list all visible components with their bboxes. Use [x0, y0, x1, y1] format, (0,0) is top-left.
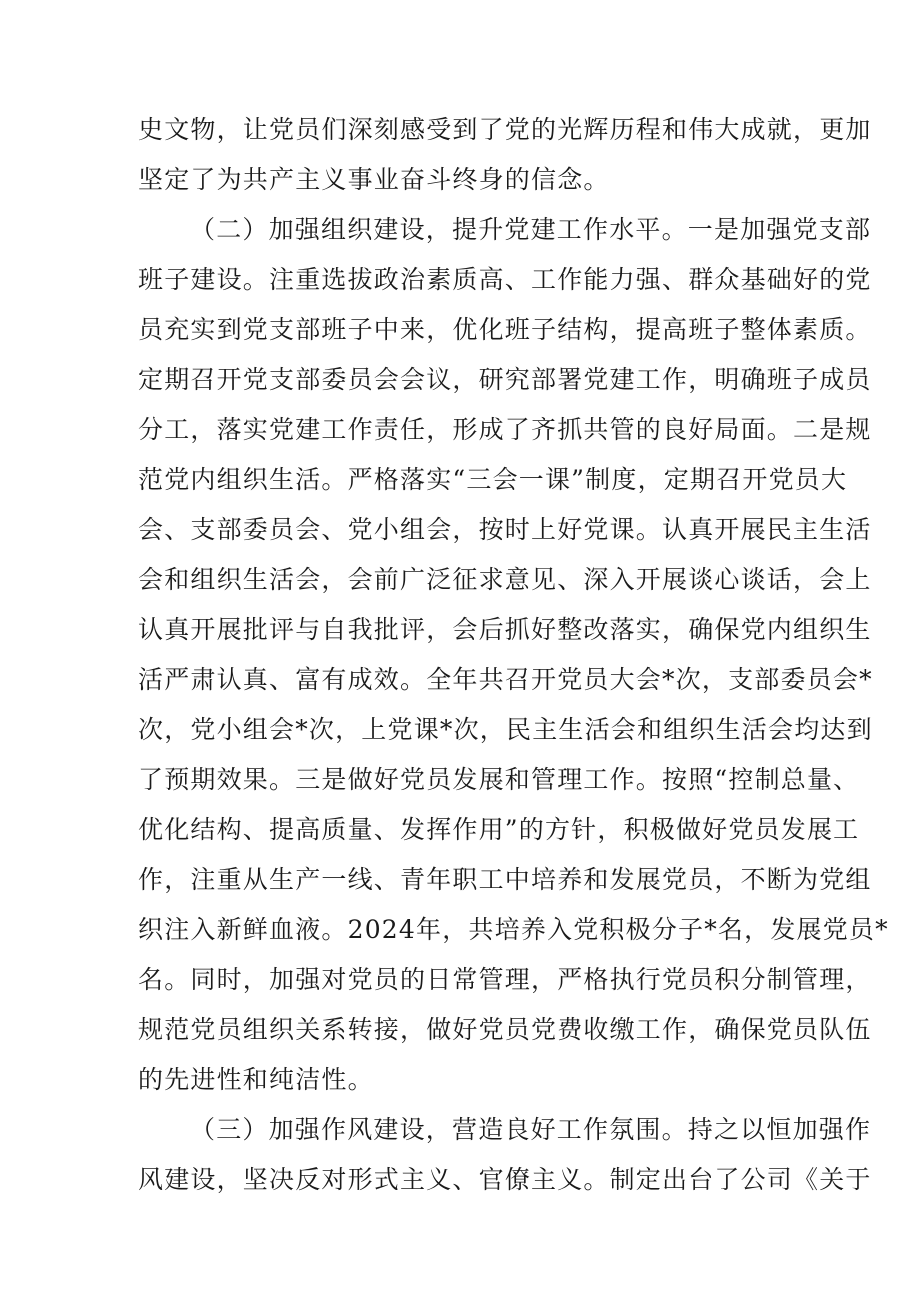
section-heading-line: （二）加强组织建设，提升党建工作水平。一是加强党支部	[190, 215, 872, 244]
paragraph-line: 次，党小组会*次，上党课*次，民主生活会和组织生活会均达到	[138, 715, 873, 744]
paragraph-line: 活严肃认真、富有成效。全年共召开党员大会*次，支部委员会*	[138, 665, 873, 694]
paragraph-line: 会和组织生活会，会前广泛征求意见、深入开展谈心谈话，会上	[138, 565, 872, 594]
paragraph-line: 范党内组织生活。严格落实“三会一课”制度，定期召开党员大	[138, 465, 848, 494]
paragraph-line: 认真开展批评与自我批评，会后抓好整改落实，确保党内组织生	[138, 615, 872, 644]
paragraph-line: 织注入新鲜血液。2024年，共培养入党积极分子*名，发展党员*	[138, 915, 889, 944]
section-heading-line: （三）加强作风建设，营造良好工作氛围。持之以恒加强作	[190, 1115, 872, 1144]
paragraph-line: 分工，落实党建工作责任，形成了齐抓共管的良好局面。二是规	[138, 415, 872, 444]
paragraph-line: 班子建设。注重选拔政治素质高、工作能力强、群众基础好的党	[138, 265, 872, 294]
paragraph-line: 定期召开党支部委员会会议，研究部署党建工作，明确班子成员	[138, 365, 872, 394]
paragraph-line: 规范党员组织关系转接，做好党员党费收缴工作，确保党员队伍	[138, 1015, 872, 1044]
paragraph-line: 优化结构、提高质量、发挥作用”的方针，积极做好党员发展工	[138, 815, 860, 844]
paragraph-line: 作，注重从生产一线、青年职工中培养和发展党员，不断为党组	[138, 865, 872, 894]
paragraph-line: 会、支部委员会、党小组会，按时上好党课。认真开展民主生活	[138, 515, 872, 544]
paragraph-line: 史文物，让党员们深刻感受到了党的光辉历程和伟大成就，更加	[138, 115, 872, 144]
paragraph-line: 了预期效果。三是做好党员发展和管理工作。按照“控制总量、	[138, 765, 860, 794]
paragraph-line: 的先进性和纯洁性。	[138, 1065, 374, 1094]
paragraph-line: 员充实到党支部班子中来，优化班子结构，提高班子整体素质。	[138, 315, 872, 344]
paragraph-line: 名。同时，加强对党员的日常管理，严格执行党员积分制管理，	[138, 965, 872, 994]
paragraph-line: 风建设，坚决反对形式主义、官僚主义。制定出台了公司《关于	[138, 1165, 872, 1194]
paragraph-line: 坚定了为共产主义事业奋斗终身的信念。	[138, 165, 610, 194]
